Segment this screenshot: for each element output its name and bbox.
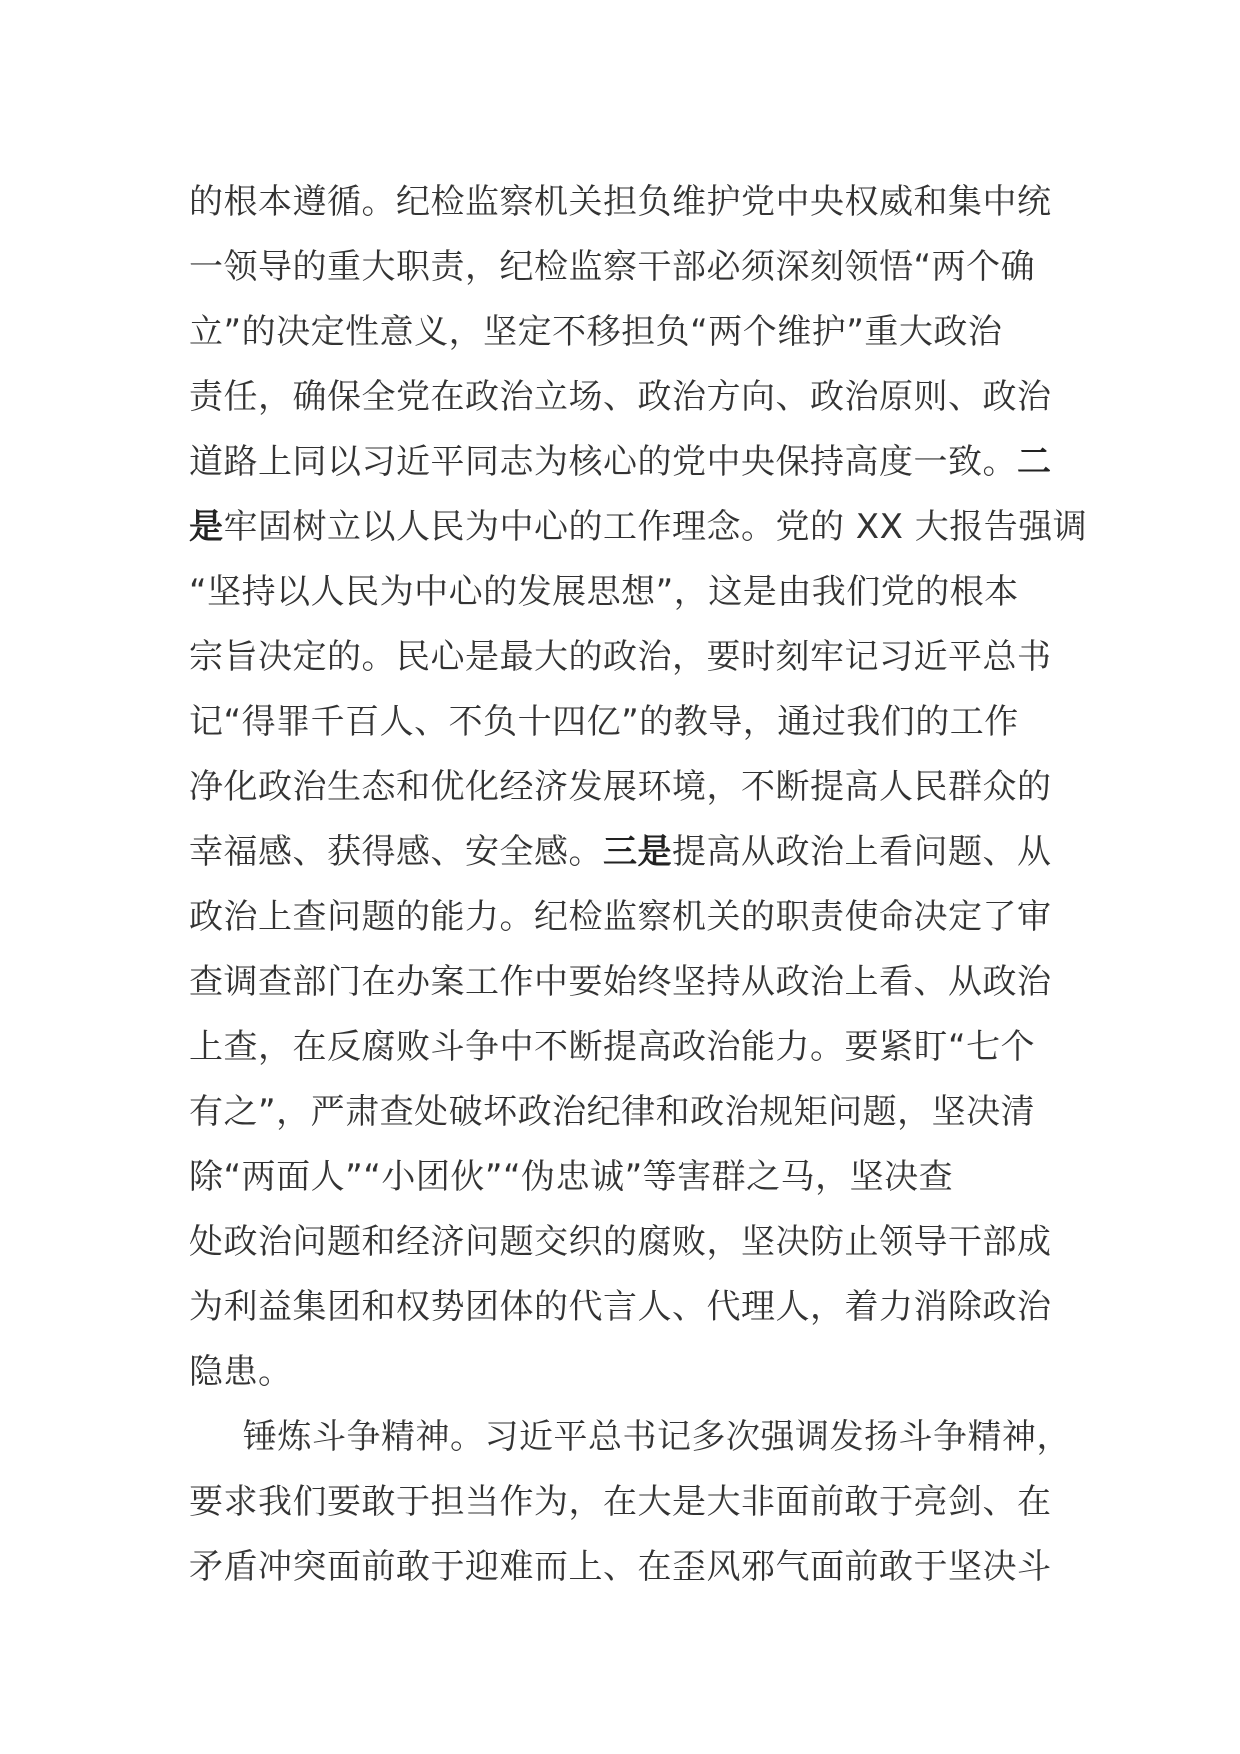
text-line: 要求我们要敢于担当作为，在大是大非面前敢于亮剑、在 (189, 1482, 1052, 1522)
text-line (189, 495, 1088, 560)
bold-marker: 二 (1017, 442, 1052, 482)
text-line: 矛盾冲突面前敢于迎难而上、在歪风邪气面前敢于坚决斗 (189, 1547, 1052, 1587)
text-line: 宗旨决定的。民心是最大的政治，要时刻牢记习近平总书 (189, 637, 1052, 677)
text-line: “坚持以人民为中心的发展思想”，这是由我们党的根本 (189, 572, 1019, 612)
paragraph (189, 1405, 1069, 1600)
text-line: 净化政治生态和优化经济发展环境，不断提高人民群众的 (189, 767, 1052, 807)
text-line: 政治上查问题的能力。纪检监察机关的职责使命决定了审 (189, 897, 1052, 937)
text-line: 隐患。 (189, 1352, 293, 1392)
text-line: 除“两面人”“小团伙”“伪忠诚”等害群之马，坚决查 (189, 1157, 954, 1197)
text-line: 有之”，严肃查处破坏政治纪律和政治规矩问题，坚决清 (189, 1092, 1036, 1132)
text-line: 责任，确保全党在政治立场、政治方向、政治原则、政治 (189, 377, 1052, 417)
paragraph (189, 170, 1088, 1405)
text-run: 幸福感、获得感、安全感。 (189, 832, 603, 872)
text-line: 记“得罪千百人、不负十四亿”的教导，通过我们的工作 (189, 702, 1019, 742)
text-line (189, 430, 1069, 495)
text-line: 处政治问题和经济问题交织的腐败，坚决防止领导干部成 (189, 1222, 1052, 1262)
text-line (189, 820, 1069, 885)
text-run: 牢固树立以人民为中心的工作理念。党的 XX 大报告强调 (223, 507, 1088, 547)
text-run: 提高从政治上看问题、从 (672, 832, 1052, 872)
text-line: 为利益集团和权势团体的代言人、代理人，着力消除政治 (189, 1287, 1052, 1327)
text-line: 上查，在反腐败斗争中不断提高政治能力。要紧盯“七个 (189, 1027, 1036, 1067)
bold-marker: 是 (189, 507, 224, 547)
text-line: 一领导的重大职责，纪检监察干部必须深刻领悟“两个确 (189, 247, 1036, 287)
body-text (189, 170, 1088, 1600)
text-line: 立”的决定性意义，坚定不移担负“两个维护”重大政治 (189, 312, 1003, 352)
text-run: 道路上同以习近平同志为核心的党中央保持高度一致。 (189, 442, 1017, 482)
text-line: 查调查部门在办案工作中要始终坚持从政治上看、从政治 (189, 962, 1052, 1002)
text-line: 锤炼斗争精神。习近平总书记多次强调发扬斗争精神， (243, 1417, 1071, 1457)
text-line: 的根本遵循。纪检监察机关担负维护党中央权威和集中统 (189, 182, 1052, 222)
bold-marker: 三是 (603, 832, 672, 872)
